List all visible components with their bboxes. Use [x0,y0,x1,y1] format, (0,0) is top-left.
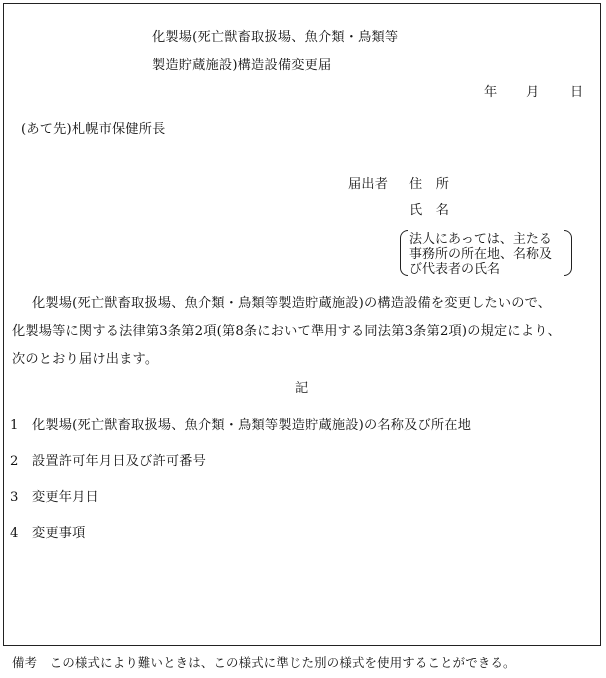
item-number: 4 [10,526,19,541]
addressee: (あて先)札幌市保健所長 [21,122,166,137]
name-label: 氏 名 [409,203,450,218]
body-paragraph-line: 次のとおり届け出ます。 [12,352,159,367]
note-line: 事務所の所在地、名称及 [409,247,553,262]
corporate-note [400,230,572,276]
notifier-label: 届出者 [348,177,389,192]
item-number: 3 [10,490,19,505]
date-year: 年 [484,85,498,100]
note-line: び代表者の氏名 [409,262,501,277]
item-number: 2 [10,454,19,469]
bracket-right [564,230,572,276]
date-day: 日 [570,85,584,100]
item-text: 変更事項 [32,526,86,541]
item-text: 設置許可年月日及び許可番号 [32,454,207,469]
item-text: 化製場(死亡獣畜取扱場、魚介類・鳥類等製造貯蔵施設)の名称及び所在地 [32,418,472,433]
form-title-line2: 製造貯蔵施設)構造設備変更届 [152,58,332,73]
body-paragraph-line: 化製場等に関する法律第3条第2項(第8条において準用する同法第3条第2項)の規定により、 [12,324,561,339]
note-line: 法人にあっては、主たる [409,232,552,247]
address-label: 住 所 [409,177,450,192]
form-title-line1: 化製場(死亡獣畜取扱場、魚介類・鳥類等 [152,30,399,45]
date-month: 月 [526,85,540,100]
bracket-left [400,230,408,276]
item-number: 1 [10,418,19,433]
ki-heading: 記 [295,381,309,396]
body-paragraph-line: 化製場(死亡獣畜取扱場、魚介類・鳥類等製造貯蔵施設)の構造設備を変更したいので、 [32,296,552,311]
remarks: 備考 この様式により難いときは、この様式に準じた別の様式を使用することができる。 [12,655,516,670]
item-text: 変更年月日 [32,490,99,505]
